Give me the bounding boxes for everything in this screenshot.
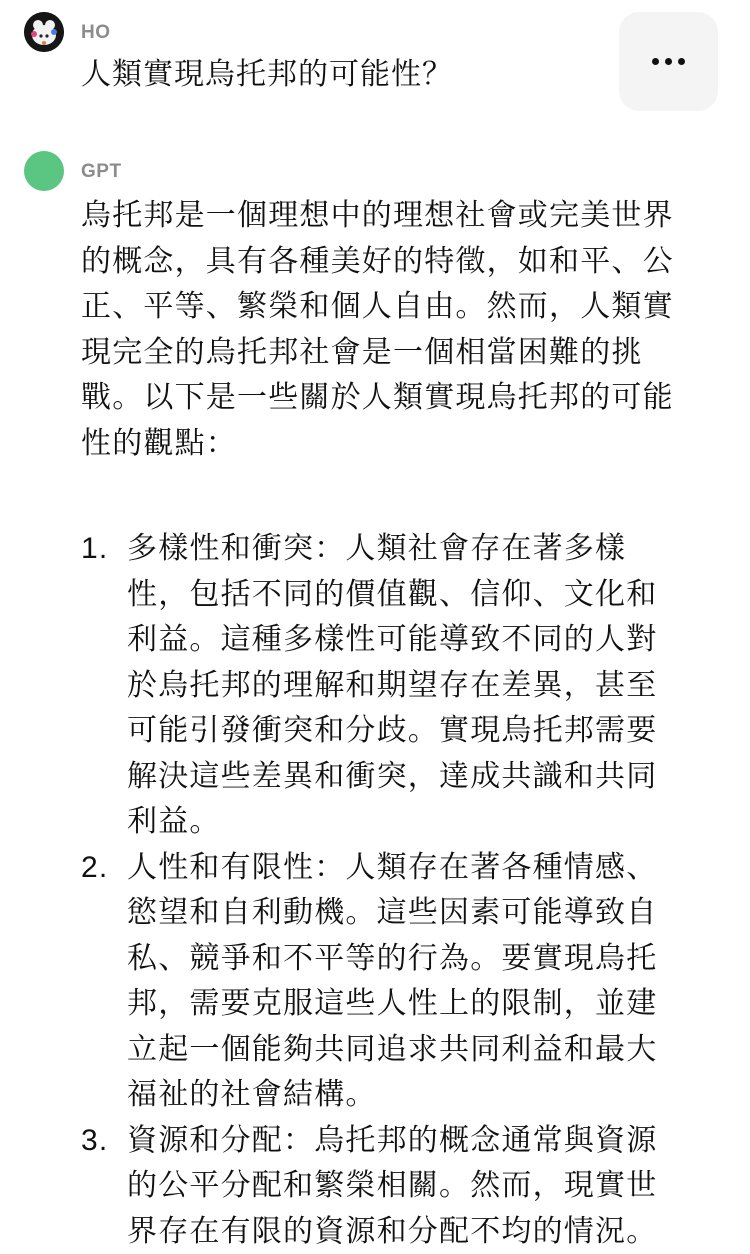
list-item bbox=[81, 526, 675, 845]
list-item-text: 人性和有限性：人類存在著各種情感、慾望和自利動機。這些因素可能導致自私、競爭和不平等的行為。要實現烏托邦，需要克服這些人性上的限制，並建立起一個能夠共同追求共同利益和最大福祉的社會結構。 bbox=[127, 850, 657, 1113]
answer-intro-paragraph: 烏托邦是一個理想中的理想社會或完美世界的概念，具有各種美好的特徵，如和平、公正、平等、繁榮和個人自由。然而，人類實現完全的烏托邦社會是一個相當困難的挑戰。以下是一些關於人類實現烏托邦的可能性的觀點： bbox=[81, 193, 693, 466]
list-item-number: 1. bbox=[81, 526, 108, 572]
list-item-number: 3. bbox=[81, 1118, 108, 1164]
list-item bbox=[81, 1118, 675, 1254]
list-item-text: 資源和分配：烏托邦的概念通常與資源的公平分配和繁榮相關。然而，現實世界存在有限的資源和分配不均的情況。 bbox=[127, 1123, 657, 1249]
assistant-answer bbox=[81, 193, 693, 1254]
answer-points-list bbox=[81, 526, 693, 1254]
list-item bbox=[81, 845, 675, 1118]
gpt-avatar bbox=[24, 151, 64, 191]
more-options-button[interactable] bbox=[619, 12, 718, 111]
more-horizontal-icon bbox=[652, 58, 685, 65]
user-question-text: 人類實現烏托邦的可能性？ bbox=[81, 55, 453, 95]
user-sender-name: HO bbox=[81, 22, 111, 44]
gpt-sender-name: GPT bbox=[81, 161, 122, 183]
list-item-text: 多樣性和衝突：人類社會存在著多樣性，包括不同的價值觀、信仰、文化和利益。這種多樣性可能導致不同的人對於烏托邦的理解和期望存在差異，甚至可能引發衝突和分歧。實現烏托邦需要解決這些差異和衝突，達成共識和共同利益。 bbox=[127, 531, 657, 839]
user-avatar-image bbox=[24, 12, 64, 52]
list-item-number: 2. bbox=[81, 845, 108, 891]
user-avatar[interactable] bbox=[24, 12, 64, 52]
